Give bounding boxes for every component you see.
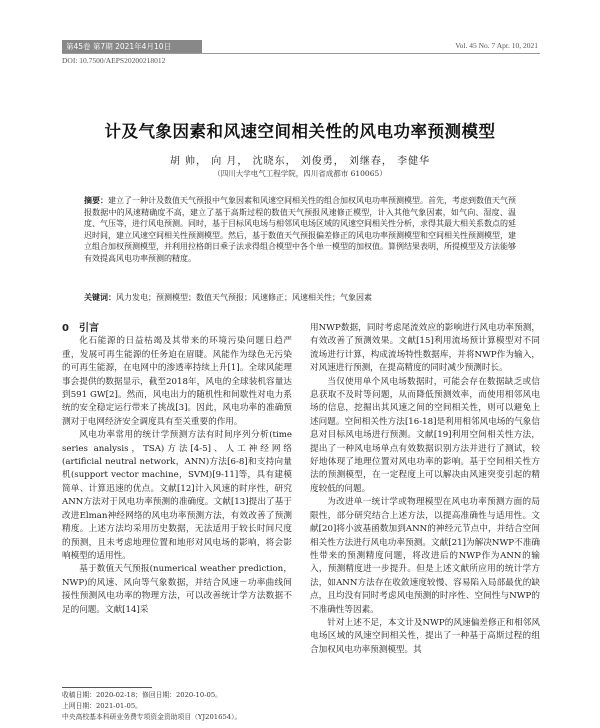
- footnote-received: 收稿日期：2020-02-18；修回日期：2020-10-05。: [62, 691, 222, 699]
- body-column-left: [62, 322, 292, 617]
- body-paragraph: 当仅使用单个风电场数据时，可能会存在数据缺乏或信息获取不及时等问题，从而降低预测效率，而使用相邻风电场的信息，挖掘出其风速之间的空间相关性，则可以避免上述问题。空间相关性方法[16-18]是利用相邻风电场的气象信息对目标风电场进行预测。文献[19]利用空间相关性方法，提出了一种风电场单点有效数据识别方法并进行了测试，较好地体现了地理位置对风电功率的影响。基于空间相关性方法的预测模型，在一定程度上可以解决由风速突变引起的精度较低的问题。: [310, 376, 540, 494]
- footnote-online: 上网日期：2021-01-05。: [62, 702, 142, 710]
- journal-issue-band: [62, 40, 202, 53]
- body-paragraph: 基于数值天气预报(numerical weather prediction，NWP)的风速、风向等气象数据，并结合风速－功率曲线间接性预测风电功率的物理方法，可以改善统计学方法数据不足的问题。文献[14]采: [62, 564, 292, 615]
- doi: DOI: 10.7500/AEPS20200218012: [62, 56, 166, 65]
- body-paragraph: 为改进单一统计学或物理模型在风电功率预测方面的局限性，部分研究结合上述方法，以提高准确性与适用性。文献[20]将小波基函数加到ANN的神经元节点中，并结合空间相关性方法进行风电功率预测。文献[21]为解决NWP不准确性带来的预测精度问题，将改进后的NWP作为ANN的输入，预测精度进一步提升。但是上述文献所应用的统计学方法，如ANN方法存在收敛速度较慢、容易陷入局部最优的缺点，且均没有同时考虑风电预测的时序性、空间性与NWP的不准确性等因素。: [310, 497, 540, 615]
- header-rule: [62, 53, 540, 54]
- body-paragraph: 风电功率常用的统计学预测方法有时间序列分析(time series analysis，TSA)方法[4-5]、人工神经网络(artificial neutral network，ANN)方法[6-8]和支持向量机(support vector machine，SVM)[9-11]等，具有建模简单、计算迅速的优点。文献[12]计入风速的时序性，研究ANN方法对于风电功率预测的准确度。文献[13]提出了基于改进Elman神经网络的风电功率预测方法，有效改善了预测精度。上述方法均采用历史数据，无法适用于较长时间尺度的预测，且未考虑地理位置和地形对风电场的影响，将会影响模型的适用性。: [62, 430, 292, 561]
- abstract: [84, 195, 516, 265]
- section-heading-introduction: 0 引言: [62, 323, 99, 334]
- footnotes: [62, 690, 302, 723]
- keywords-label: 关键词：: [84, 293, 116, 302]
- affiliation: （四川大学电气工程学院，四川省成都市 610065）: [213, 169, 387, 178]
- volume-english: Vol. 45 No. 7 Apr. 10, 2021: [455, 41, 538, 50]
- footnote-funding: 中央高校基本科研业务费专项资金资助项目（YJ201654）。: [62, 713, 242, 721]
- keywords: [84, 292, 516, 304]
- abstract-text: 建立了一种计及数值天气预报中气象因素和风速空间相关性的组合加权风电功率预测模型。首先，考虑到数值天气预报数据中的风速精确度不高，建立了基于高斯过程的数值天气预报风速修正模型，计入其他气象因素，如气向、湿度、温度、气压等，进行风电预测。同时，基于目标风电场与相邻风电场区域的风速空间相关性分析，求得其最大相关系数点的延迟时间，建立风速空间相关性预测模型。然后，基于数值天气预报偏差修正的风电功率预测模型和空间相关性预测模型，建立组合加权预测模型，并利用拉格朗日乘子法求得组合模型中各个单一模型的加权值。算例结果表明，所提模型及方法能够有效提高风电功率预测的精度。: [84, 196, 516, 263]
- body-column-right: [310, 322, 540, 657]
- body-paragraph: 针对上述不足，本文计及NWP的风速偏差修正和相邻风电场区域的风速空间相关性，提出了一种基于高斯过程的组合加权风电功率预测模型。其: [310, 617, 540, 655]
- journal-issue: 第45卷 第7期 2021年4月10日: [66, 42, 171, 51]
- abstract-label: 摘要：: [84, 196, 108, 205]
- paper-title: 计及气象因素和风速空间相关性的风电功率预测模型: [104, 122, 496, 141]
- body-paragraph: 用NWP数据，同时考虑尾流效应的影响进行风电功率预测，有效改善了预测效果。文献[15]利用流场预计算模型对不同流场进行计算，构成流场特性数据库，并将NWP作为输入，对风速进行预测，在提高精度的同时减少预测时长。: [310, 323, 540, 374]
- page-header: [0, 0, 600, 65]
- body-paragraph: 化石能源的日益枯竭及其带来的环境污染问题日趋严重，发展可再生能源的任务迫在眉睫。风能作为绿色无污染的可再生能源，在电网中的渗透率持续上升[1]。全球风能理事会提供的数据显示，截至2018年，风电的全球装机容量达到591 GW[2]。然而，风电出力的随机性和间歇性对电力系统的安全稳定运行带来了挑战[3]。因此，风电功率的准确预测对于电网经济安全调度具有至关重要的作用。: [62, 336, 292, 427]
- keywords-text: 风力发电；预测模型；数值天气预报；风速修正；风速相关性；气象因素: [116, 293, 372, 302]
- footnote-rule: [62, 687, 152, 688]
- author-list: 胡 帅， 向 月， 沈晓东， 刘俊勇， 刘继春， 李健华: [169, 156, 431, 167]
